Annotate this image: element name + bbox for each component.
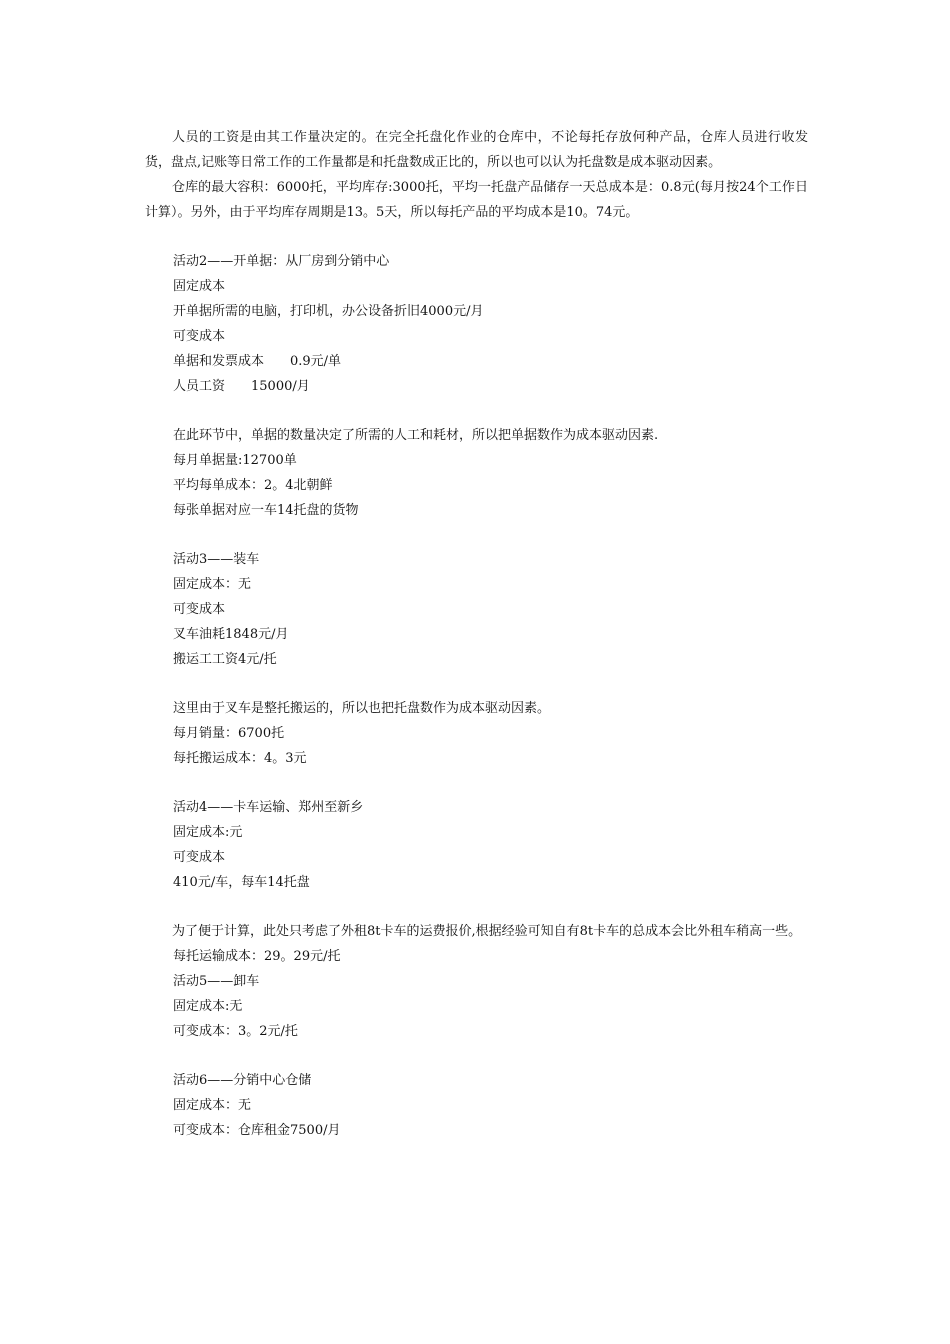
spacer <box>145 895 808 919</box>
activity3-note: 这里由于叉车是整托搬运的，所以也把托盘数作为成本驱动因素。 <box>173 701 551 716</box>
activity2-monthly: 每月单据量:12700单 <box>173 453 297 468</box>
activity4-per-pallet: 每托运输成本：29。29元/托 <box>173 949 341 964</box>
activity2-avg-cost: 平均每单成本：2。4北朝鲜 <box>173 478 333 493</box>
spacer <box>145 399 808 423</box>
spacer <box>145 225 808 249</box>
activity2-variable-item2: 人员工资 15000/月 <box>173 379 310 394</box>
activity3-monthly: 每月销量：6700托 <box>173 726 285 741</box>
activity3-item2: 搬运工工资4元/托 <box>173 652 277 667</box>
spacer <box>145 1044 808 1068</box>
activity2-fixed-label: 固定成本 <box>173 279 226 294</box>
activity3-item1: 叉车油耗1848元/月 <box>173 627 289 642</box>
activity4-variable-label: 可变成本 <box>173 850 226 865</box>
activity2-variable-item1: 单据和发票成本 0.9元/单 <box>173 354 342 369</box>
activity5-variable-label: 可变成本：3。2元/托 <box>173 1024 298 1039</box>
activity2-note: 在此环节中，单据的数量决定了所需的人工和耗材，所以把单据数作为成本驱动因素. <box>173 428 659 443</box>
activity3-fixed-label: 固定成本：无 <box>173 577 252 592</box>
activity3-title: 活动3——装车 <box>173 552 260 567</box>
activity5-fixed-label: 固定成本:无 <box>173 999 243 1014</box>
activity2-variable-label: 可变成本 <box>173 329 226 344</box>
activity6-title: 活动6——分销中心仓储 <box>173 1073 312 1088</box>
activity4-title: 活动4——卡车运输、郑州至新乡 <box>173 800 364 815</box>
activity4-fixed-label: 固定成本:元 <box>173 825 243 840</box>
activity2-per-doc: 每张单据对应一车14托盘的货物 <box>173 503 359 518</box>
paragraph-labor-cost: 人员的工资是由其工作量决定的。在完全托盘化作业的仓库中，不论每托存放何种产品，仓库人员进行收发货，盘点,记账等日常工作的工作量都是和托盘数成正比的，所以也可以认为托盘数是成本驱动因素。 <box>145 130 808 170</box>
activity4-item1: 410元/车，每车14托盘 <box>173 875 310 890</box>
activity6-fixed-label: 固定成本：无 <box>173 1098 252 1113</box>
activity3-variable-label: 可变成本 <box>173 602 226 617</box>
activity3-per-pallet: 每托搬运成本：4。3元 <box>173 751 307 766</box>
activity4-note: 为了便于计算，此处只考虑了外租8t卡车的运费报价,根据经验可知自有8t卡车的总成本会比外租车稍高一些。 <box>172 924 802 939</box>
spacer <box>145 672 808 696</box>
document-body <box>145 125 808 1143</box>
activity2-title: 活动2——开单据：从厂房到分销中心 <box>173 254 390 269</box>
activity6-variable-label: 可变成本：仓库租金7500/月 <box>173 1123 341 1138</box>
spacer <box>145 771 808 795</box>
activity5-title: 活动5——卸车 <box>173 974 260 989</box>
activity2-fixed-item: 开单据所需的电脑，打印机，办公设备折旧4000元/月 <box>173 304 484 319</box>
spacer <box>145 523 808 547</box>
paragraph-warehouse-capacity: 仓库的最大容积：6000托，平均库存:3000托，平均一托盘产品储存一天总成本是：0.8元(每月按24个工作日计算）。另外，由于平均库存周期是13。5天，所以每托产品的平均成本是10。74元。 <box>145 180 808 220</box>
